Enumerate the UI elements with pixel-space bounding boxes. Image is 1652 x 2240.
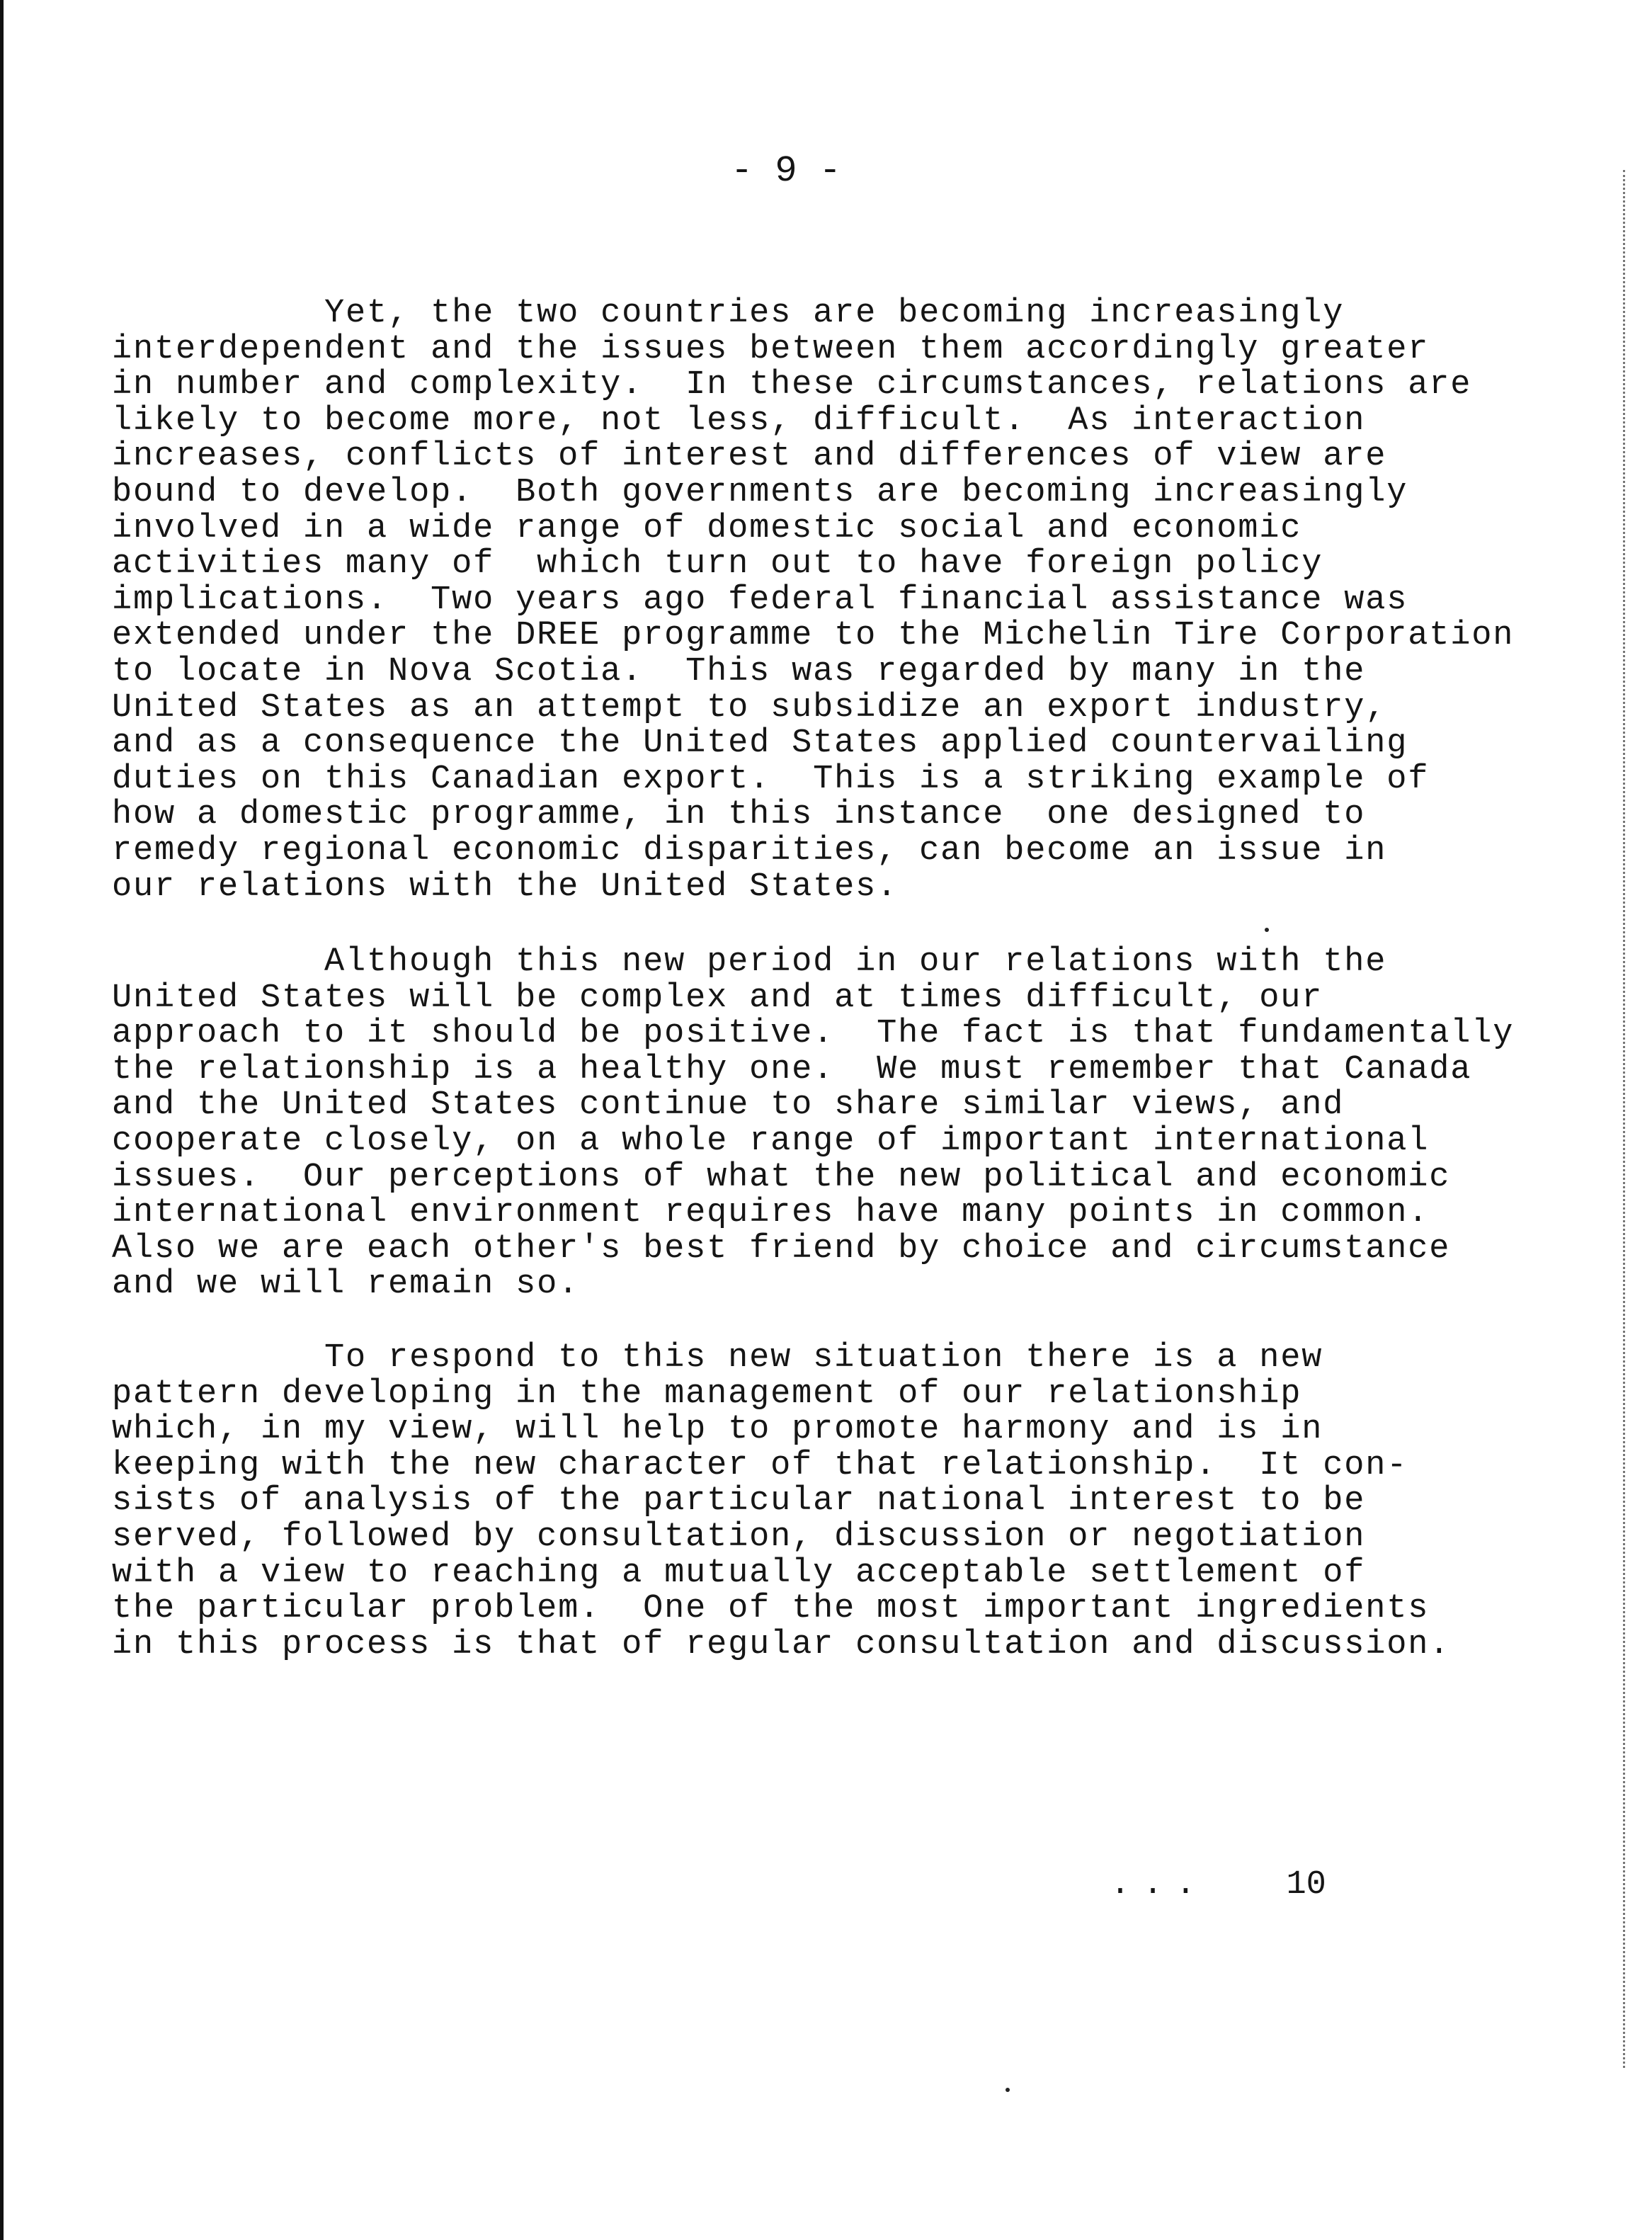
text-line: and we will remain so. [112,1266,580,1304]
text-line: keeping with the new character of that relationship. It con- [112,1446,1408,1484]
text-line: issues. Our perceptions of what the new political and economic [112,1158,1451,1196]
text-line: the relationship is a healthy one. We must remember that Canada [112,1050,1472,1088]
scan-right-edge [1623,170,1625,2068]
text-line: served, followed by consultation, discussion or negotiation [112,1518,1366,1556]
paragraph [112,945,1599,1303]
text-line: sists of analysis of the particular national interest to be [112,1482,1366,1520]
text-line: Yet, the two countries are becoming increasingly [112,295,1345,332]
text-line: in this process is that of regular consultation and discussion. [112,1625,1451,1664]
text-line: extended under the DREE programme to the Michelin Tire Corporation [112,617,1515,655]
paragraph [112,1341,1599,1663]
text-line: United States as an attempt to subsidize an export industry, [112,688,1387,727]
text-line: with a view to reaching a mutually acceptable settlement of [112,1554,1366,1592]
continuation-marker [1030,1829,1326,1941]
text-line: in number and complexity. In these circumstances, relations are [112,366,1472,404]
scan-left-edge [0,0,4,2240]
text-line: involved in a wide range of domestic social and economic [112,509,1302,547]
text-line: implications. Two years ago federal financial assistance was [112,581,1408,619]
text-line: how a domestic programme, in this instance one designed to [112,796,1366,834]
next-page-number: 10 [1286,1866,1326,1904]
text-line: the particular problem. One of the most important ingredients [112,1590,1430,1628]
paragraph [112,296,1599,905]
text-line: United States will be complex and at times difficult, our [112,979,1323,1017]
text-line: bound to develop. Both governments are becoming increasingly [112,473,1408,511]
text-line: To respond to this new situation there is a new [112,1339,1323,1377]
continuation-dots: ... [1110,1866,1209,1904]
text-line: likely to become more, not less, difficult. As interaction [112,402,1366,440]
text-line: Also we are each other's best friend by choice and circumstance [112,1229,1451,1268]
text-line: approach to it should be positive. The fact is that fundamentally [112,1015,1515,1053]
text-line: and as a consequence the United States applied countervailing [112,724,1408,763]
text-line: to locate in Nova Scotia. This was regarded by many in the [112,652,1366,690]
scan-speck [1006,2088,1010,2092]
text-line: which, in my view, will help to promote harmony and is in [112,1411,1323,1449]
text-line: increases, conflicts of interest and differences of view are [112,438,1387,476]
text-line: and the United States continue to share similar views, and [112,1086,1345,1125]
text-line: cooperate closely, on a whole range of important international [112,1122,1430,1160]
text-line: pattern developing in the management of our relationship [112,1375,1302,1413]
text-line: our relations with the United States. [112,868,899,906]
text-line: activities many of which turn out to have foreign policy [112,545,1323,584]
text-line: Although this new period in our relations with the [112,943,1387,981]
text-line: duties on this Canadian export. This is a striking example of [112,760,1430,798]
text-line: international environment requires have many points in common. [112,1194,1430,1232]
scan-speck [1265,928,1269,932]
text-line: interdependent and the issues between them accordingly greater [112,330,1430,368]
text-line: remedy regional economic disparities, can become an issue in [112,831,1387,870]
page-number: - 9 - [730,150,842,192]
